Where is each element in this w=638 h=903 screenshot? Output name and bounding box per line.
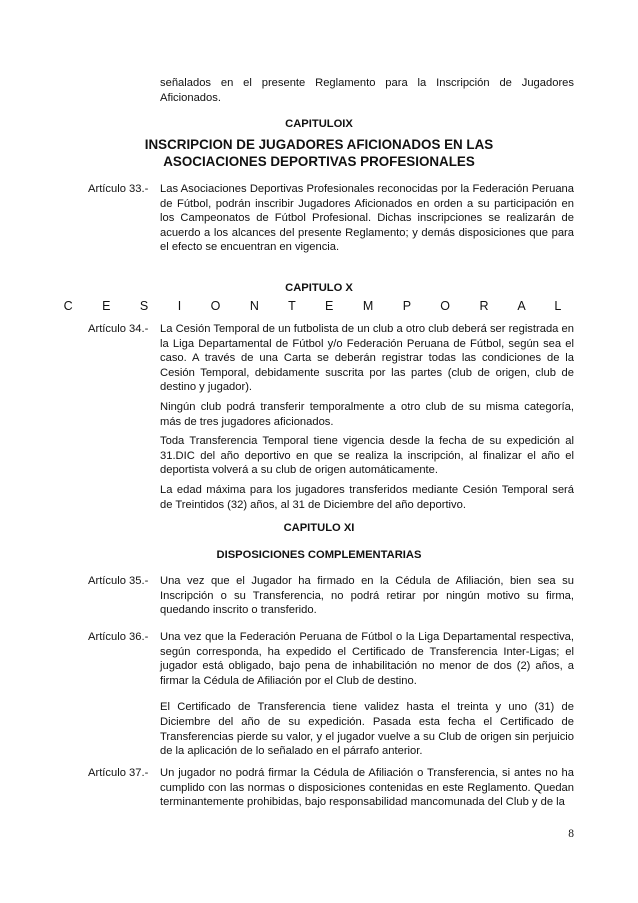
article-36-label: Artículo 36.-: [88, 631, 149, 643]
chapter11-title: DISPOSICIONES COMPLEMENTARIAS: [216, 549, 422, 561]
article-35-text: [160, 574, 574, 618]
article-37-text: [160, 766, 574, 810]
article-33-text: [160, 182, 574, 255]
article-35-paragraph: Una vez que el Jugador ha firmado en la Cédula de Afiliación, bien sea su Inscripción o su Transferencia, no podrá retirar por ningún motivo su firma, quedando inscrito o transferido.: [160, 575, 574, 617]
chapter10-title: C E S I O N T E M P O R A L: [63, 299, 575, 313]
article-33-label: Artículo 33.-: [88, 183, 149, 195]
chapter9-title-line1: INSCRIPCION DE JUGADORES AFICIONADOS EN LAS: [144, 137, 494, 152]
chapter10-heading: CAPITULO X: [285, 282, 353, 294]
article-34-paragraph-3: Toda Transferencia Temporal tiene vigencia desde la fecha de su expedición al 31.DIC del año deportivo en que se realiza la inscripción, al finalizar el año el deportista volverá a su club de origen automáticamente.: [160, 435, 574, 477]
article-36-paragraph-1: Una vez que la Federación Peruana de Fútbol o la Liga Departamental respectiva, según corresponda, ha expedido el Certificado de Transferencia Inter-Ligas; el jugador está obligado, bajo pena de inhabilitación no menor de dos (2) años, a firmar la Cédula de Afiliación por el Club de destino.: [160, 631, 574, 687]
page-number: 8: [568, 828, 574, 840]
article-35-label: Artículo 35.-: [88, 575, 149, 587]
article-36-text: [160, 630, 574, 759]
chapter9-heading: CAPITULOIX: [285, 118, 353, 130]
article-37-paragraph: Un jugador no podrá firmar la Cédula de Afiliación o Transferencia, si antes no ha cumplido con las normas o disposiciones contenidas en este Reglamento. Quedan terminantemente prohibidas, bajo responsabilidad mancomunada del Club y de la: [160, 767, 574, 809]
chapter9-title-line2: ASOCIACIONES DEPORTIVAS PROFESIONALES: [163, 154, 475, 169]
chapter11-heading: CAPITULO XI: [283, 522, 355, 534]
intro-paragraph: señalados en el presente Reglamento para la Inscripción de Jugadores Aficionados.: [160, 77, 574, 104]
article-34-paragraph-2: Ningún club podrá transferir temporalmente a otro club de su misma categoría, más de tres jugadores aficionados.: [160, 400, 574, 428]
article-34-paragraph-1: La Cesión Temporal de un futbolista de un club a otro club deberá ser registrada en la Liga Departamental de Fútbol y/o Federación Peruana de Fútbol, según sea el caso. A través de una Carta se deberán registrar todas las condiciones de la Cesión Temporal, debidamente suscrita por las partes (club de origen, club de destino y jugador).: [160, 323, 574, 394]
article-34-label: Artículo 34.-: [88, 323, 149, 335]
article-36-paragraph-2: El Certificado de Transferencia tiene validez hasta el treinta y uno (31) de Diciembre del año de su expedición. Pasada esta fecha el Certificado de Transferencias pierde su valor, y el jugador vuelve a su Club de origen sin perjuicio de la aplicación de lo señalado en el párrafo anterior.: [160, 701, 574, 758]
article-33-paragraph: Las Asociaciones Deportivas Profesionales reconocidas por la Federación Peruana de Fútbol, podrán inscribir Jugadores Aficionados en orden a su participación en los Campeonatos de Fútbol Profesional. Dichas inscripciones se realizarán de acuerdo a los alcances del presente Reglamento; y demás disposiciones que para el efecto se encuentran en vigencia.: [160, 183, 574, 254]
article-34-text: [160, 322, 574, 512]
article-37-label: Artículo 37.-: [88, 767, 149, 779]
article-34-paragraph-4: La edad máxima para los jugadores transferidos mediante Cesión Temporal será de Treintidos (32) años, al 31 de Diciembre del año deportivo.: [160, 483, 574, 511]
